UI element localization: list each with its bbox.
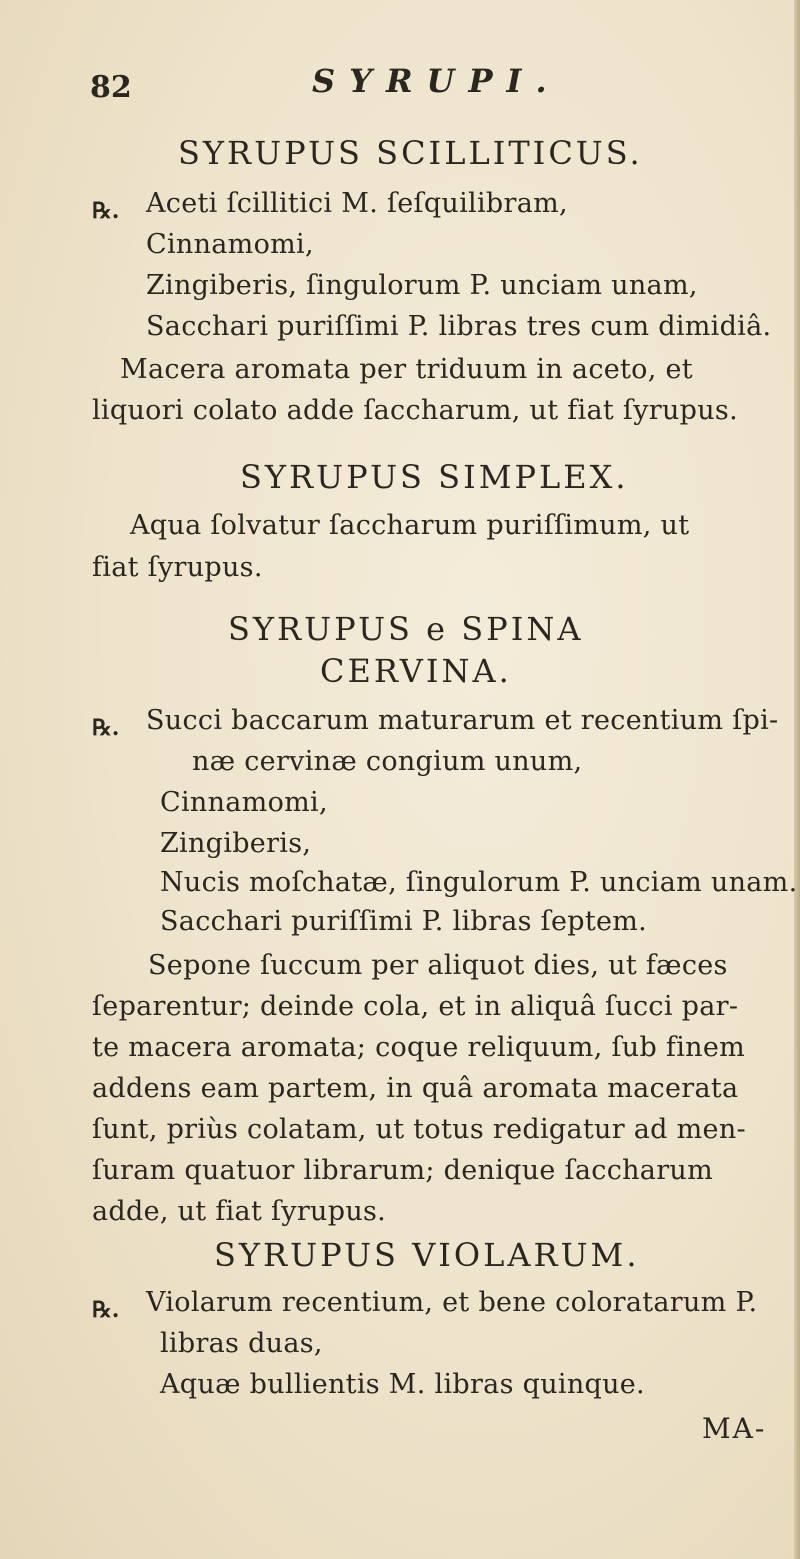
ingredient-line: Zingiberis, (160, 828, 312, 859)
running-title: SYRUPI. (312, 62, 561, 100)
directions-line: ſuram quatuor librarum; denique ſaccharum (92, 1155, 713, 1186)
section-title-scilliticus: SYRUPUS SCILLITICUS. (178, 134, 643, 172)
section-title-spina-line2: CERVINA. (320, 652, 512, 690)
directions-line: te macera aromata; coque reliquum, ſub finem (92, 1032, 746, 1063)
ingredient-line: Aquæ bullientis M. libras quinque. (160, 1369, 645, 1400)
directions-line: fiat ſyrupus. (92, 552, 263, 583)
directions-line: liquori colato adde ſaccharum, ut fiat ſyrupus. (92, 395, 738, 426)
recipe-symbol: ℞. (92, 715, 120, 741)
ingredient-line: Cinnamomi, (146, 229, 314, 260)
recipe-symbol: ℞. (92, 198, 120, 224)
page-edge (794, 0, 800, 1559)
recipe-symbol: ℞. (92, 1297, 120, 1323)
ingredient-line: Sacchari puriſſimi P. libras tres cum dimidiâ. (146, 311, 772, 342)
directions-line: ſunt, priùs colatam, ut totus redigatur ad men- (92, 1114, 746, 1145)
ingredient-line: Nucis moſchatæ, ſingulorum P. unciam unam. (160, 867, 798, 898)
section-title-violarum: SYRUPUS VIOLARUM. (214, 1236, 640, 1274)
ingredient-line: Zingiberis, ſingulorum P. unciam unam, (146, 270, 698, 301)
ingredient-line: Aceti ſcillitici M. ſeſquilibram, (146, 188, 568, 219)
ingredient-line: Succi baccarum maturarum et recentium ſpi- (146, 705, 779, 736)
ingredient-line: Sacchari puriſſimi P. libras ſeptem. (160, 906, 648, 937)
ingredient-line: Violarum recentium, et bene coloratarum P. (146, 1287, 758, 1318)
directions-line: addens eam partem, in quâ aromata macerata (92, 1073, 739, 1104)
directions-line: Sepone ſuccum per aliquot dies, ut fæces (148, 950, 728, 981)
directions-line: Aqua ſolvatur ſaccharum puriſſimum, ut (130, 510, 690, 541)
ingredient-line: libras duas, (160, 1328, 323, 1359)
ingredient-line: næ cervinæ congium unum, (192, 746, 583, 777)
section-title-simplex: SYRUPUS SIMPLEX. (240, 458, 629, 496)
directions-line: Macera aromata per triduum in aceto, et (120, 354, 693, 385)
directions-line: ſeparentur; deinde cola, et in aliquâ ſucci par- (92, 991, 739, 1022)
catchword: MA- (702, 1412, 767, 1445)
ingredient-line: Cinnamomi, (160, 787, 328, 818)
directions-line: adde, ut fiat ſyrupus. (92, 1196, 387, 1227)
section-title-spina-line1: SYRUPUS e SPINA (228, 610, 584, 648)
page-number: 82 (90, 70, 132, 105)
